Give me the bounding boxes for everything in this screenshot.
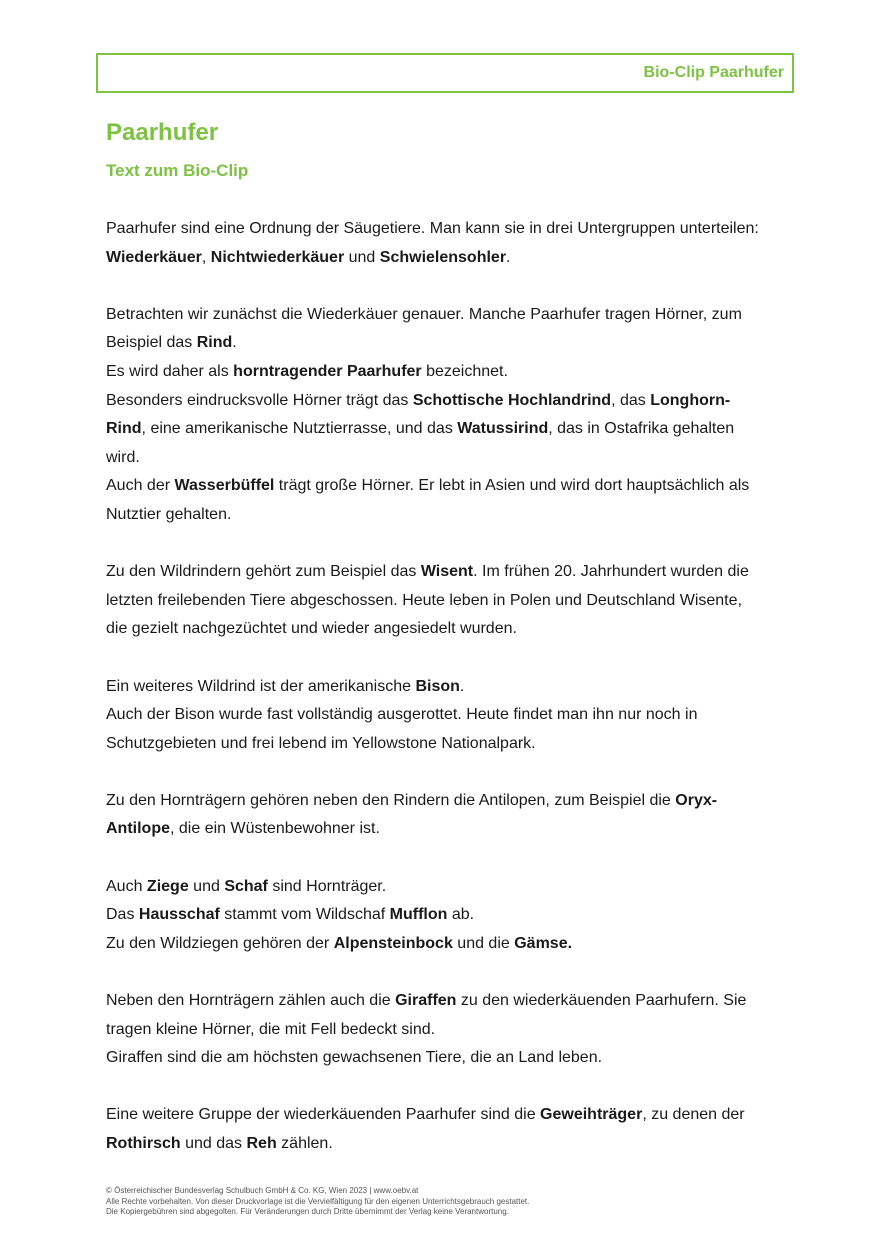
header-label: Bio-Clip Paarhufer [643,64,784,81]
text-span: Schutzgebieten und frei lebend im Yellowstone Nationalpark. [106,734,536,752]
term-alpensteinbock: Alpensteinbock [333,934,453,952]
paragraph-intro [106,215,786,272]
text-span: Nutztier gehalten. [106,505,232,523]
paragraph-wiederkaeuer [106,301,786,530]
term-longhorn-rind: Rind [106,420,142,438]
text-line [106,787,786,816]
text-line [106,387,786,416]
term-reh: Reh [246,1135,277,1152]
term-schottisches-hochlandrind: Schottische Hochlandrind [412,391,612,409]
text-span: Auch [106,877,147,895]
term-horntragender-paarhufer: horntragender Paarhufer [233,362,422,380]
text-line [106,815,786,844]
term-mufflon: Mufflon [389,906,448,924]
text-span: bezeichnet. [421,362,508,380]
text-span: Zu den Wildziegen gehören der [106,934,334,952]
term-rind: Rind [196,334,233,352]
footer [106,1186,806,1218]
header-box [96,53,794,93]
text-span: , das [611,391,651,409]
text-span: Zu den Hornträgern gehören neben den Rindern die Antilopen, zum Beispiel die [106,791,676,809]
term-bison: Bison [415,677,460,695]
text-span: trägt große Hörner. Er lebt in Asien und wird dort hauptsächlich als [274,477,750,495]
text-span: Ein weiteres Wildrind ist der amerikanische [106,677,416,695]
term-wisent: Wisent [420,563,474,581]
text-line [106,501,786,530]
text-span: tragen kleine Hörner, die mit Fell bedeckt sind. [106,1020,436,1038]
text-span: . Im frühen 20. Jahrhundert wurden die [473,563,749,581]
text-span: Auch der Bison wurde fast vollständig ausgerottet. Heute findet man ihn nur noch in [106,706,698,724]
text-line [106,558,786,587]
text-line [106,215,786,244]
body-text [106,215,786,1159]
term-ziege: Ziege [146,877,189,895]
term-nichtwiederkaeuer: Nichtwiederkäuer [210,248,345,266]
text-span: zu den wiederkäuenden Paarhufern. Sie [456,992,747,1010]
text-line [106,901,786,930]
text-line [106,873,786,902]
text-line [106,444,786,473]
page-subtitle: Text zum Bio-Clip [106,161,249,180]
text-span: Neben den Hornträgern zählen auch die [106,992,396,1010]
text-line [106,587,786,616]
footer-rights: Alle Rechte vorbehalten. Von dieser Druckvorlage ist die Vervielfältigung für den eigenen Unterrichtsgebrauch gestattet. [106,1196,530,1206]
text-span: letzten freilebenden Tiere abgeschossen. Heute leben in Polen und Deutschland Wisente, [106,591,742,609]
text-line [106,1016,786,1045]
text-span: und das [180,1135,247,1152]
text-span: Auch der [106,477,175,495]
text-span: und [344,248,380,266]
text-span: . [506,248,511,266]
text-span: und die [452,934,515,952]
text-span: zählen. [276,1135,333,1152]
term-watussirind: Watussirind [457,420,549,438]
paragraph-geweihtraeger [106,1101,786,1158]
text-span: , zu denen der [642,1106,745,1124]
page-title: Paarhufer [106,119,219,146]
text-span: sind Hornträger. [267,877,387,895]
text-line [106,244,786,273]
term-rothirsch: Rothirsch [106,1135,181,1152]
text-span: Zu den Wildrindern gehört zum Beispiel das [106,563,421,581]
paragraph-bison [106,673,786,759]
footer-disclaimer: Die Kopiergebühren sind abgegolten. Für Veränderungen durch Dritte übernimmt der Verlag keine Verantwortung. [106,1207,509,1216]
term-hausschaf: Hausschaf [138,906,220,924]
term-wiederkaeuer: Wiederkäuer [106,248,202,266]
text-line [106,673,786,702]
text-span: und [188,877,225,895]
text-line [106,472,786,501]
text-span: ab. [447,906,475,924]
text-line [106,730,786,759]
paragraph-giraffen [106,987,786,1073]
term-wasserbueffel: Wasserbüffel [174,477,275,495]
term-schaf: Schaf [224,877,268,895]
text-span: Besonders eindrucksvolle Hörner trägt das [106,391,413,409]
text-line [106,1130,786,1159]
text-span: , [201,248,211,266]
text-span: . [459,677,465,695]
text-span: wird. [106,448,140,466]
text-line [106,1044,786,1073]
text-span: Betrachten wir zunächst die Wiederkäuer genauer. Manche Paarhufer tragen Hörner, zum [106,305,742,323]
text-span: Es wird daher als [106,362,234,380]
term-schwielensohler: Schwielensohler [379,248,507,266]
term-gaemse: Gämse. [514,934,573,952]
text-span: , die ein Wüstenbewohner ist. [170,820,380,838]
text-line [106,415,786,444]
footer-copyright: © Österreichischer Bundesverlag Schulbuch GmbH & Co. KG, Wien 2023 | www.oebv.at [106,1186,419,1195]
text-line [106,701,786,730]
paragraph-antilopen [106,787,786,844]
text-span: die gezielt nachgezüchtet und wieder angesiedelt wurden. [106,620,517,638]
text-span: , eine amerikanische Nutztierrasse, und das [141,420,458,438]
text-span: stammt vom Wildschaf [219,906,390,924]
term-geweihtraeger: Geweihträger [540,1106,643,1124]
text-span: Beispiel das [106,334,197,352]
text-line [106,358,786,387]
text-span: Das [106,906,139,924]
text-line [106,987,786,1016]
term-antilope: Antilope [106,820,170,838]
paragraph-ziege-schaf [106,873,786,959]
text-line [106,615,786,644]
text-span: . [232,334,237,352]
paragraph-wisent [106,558,786,644]
text-line [106,301,786,330]
text-span: Giraffen sind die am höchsten gewachsenen Tiere, die an Land leben. [106,1049,603,1067]
text-span: , das in Ostafrika gehalten [548,420,735,438]
text-line [106,930,786,959]
term-longhorn: Longhorn- [650,391,731,409]
term-oryx: Oryx- [675,791,718,809]
term-giraffen: Giraffen [395,992,457,1010]
text-span: Eine weitere Gruppe der wiederkäuenden Paarhufer sind die [106,1106,541,1124]
text-span: Paarhufer sind eine Ordnung der Säugetiere. Man kann sie in drei Untergruppen unterteilen: [106,220,759,237]
text-line [106,329,786,358]
text-line [106,1101,786,1130]
